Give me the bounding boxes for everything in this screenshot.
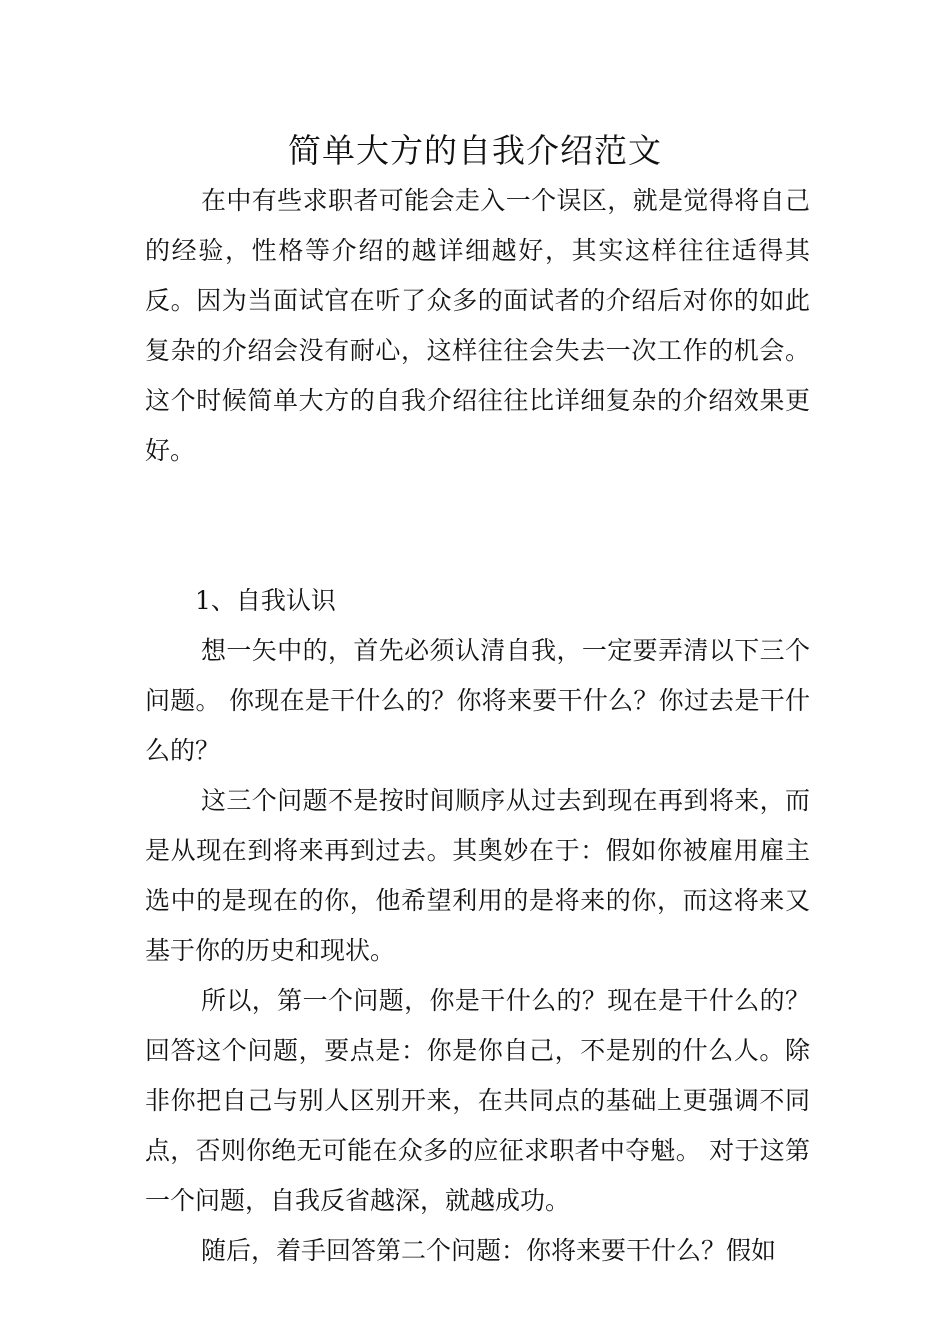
section-heading: 1、自我认识 — [195, 586, 336, 615]
blank-line — [145, 526, 810, 576]
body-paragraph: 这三个问题不是按时间顺序从过去到现在再到将来，而是从现在到将来再到过去。其奥妙在于：假如你被雇用雇主选中的是现在的你，他希望利用的是将来的你，而这将来又基于你的历史和现状。 — [145, 786, 810, 965]
document-body — [145, 176, 810, 1276]
body-paragraph: 所以，第一个问题，你是干什么的？现在是干什么的？回答这个问题，要点是：你是你自己，不是别的什么人。除非你把自己与别人区别开来，在共同点的基础上更强调不同点，否则你绝无可能在众多的应征求职者中夺魁。 对于这第一个问题，自我反省越深，就越成功。 — [145, 986, 810, 1215]
blank-line — [145, 476, 810, 526]
intro-paragraph: 在中有些求职者可能会走入一个误区，就是觉得将自己的经验，性格等介绍的越详细越好，其实这样往往适得其反。因为当面试官在听了众多的面试者的介绍后对你的如此复杂的介绍会没有耐心，这样往往会失去一次工作的机会。这个时候简单大方的自我介绍往往比详细复杂的介绍效果更好。 — [145, 186, 810, 465]
document-title: 简单大方的自我介绍范文 — [288, 131, 662, 170]
body-paragraph: 随后，着手回答第二个问题：你将来要干什么？假如 — [201, 1236, 777, 1265]
body-paragraph: 想一矢中的，首先必须认清自我，一定要弄清以下三个问题。 你现在是干什么的？你将来要干什么？你过去是干什么的？ — [145, 636, 810, 765]
